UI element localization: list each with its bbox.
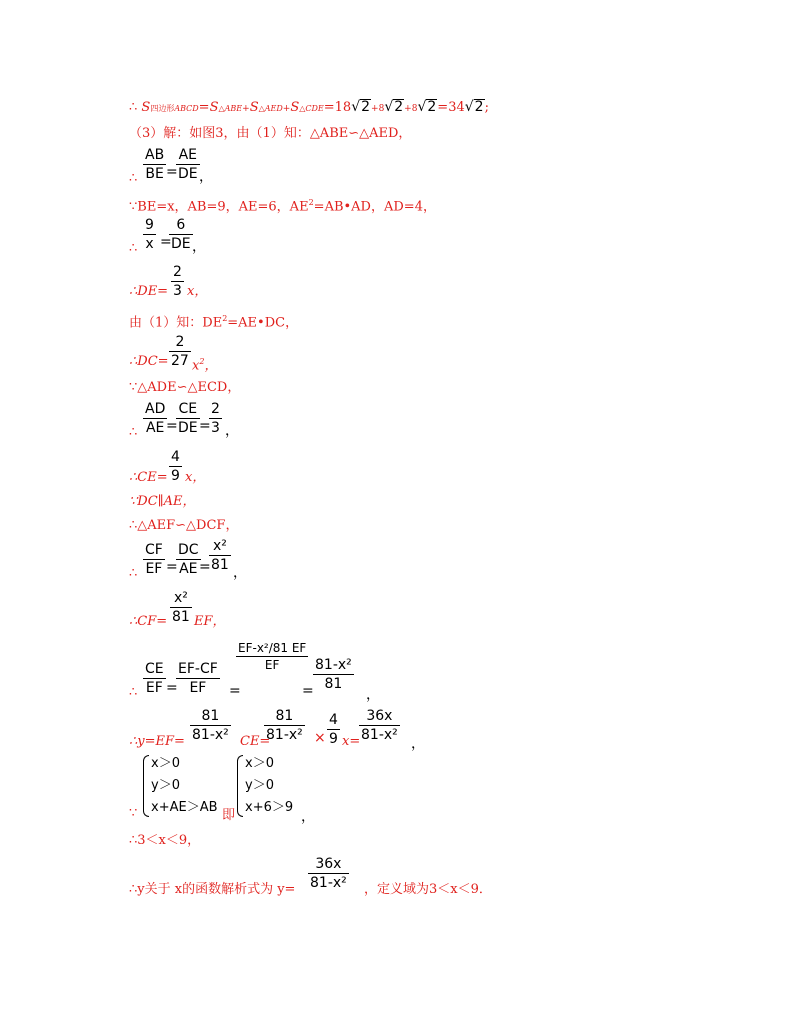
fraction-dc-ae bbox=[176, 542, 201, 577]
numerator: 36x bbox=[366, 708, 393, 724]
fraction-complex bbox=[236, 641, 308, 672]
numerator: DC bbox=[178, 542, 199, 558]
therefore-symbol: ∴ bbox=[129, 685, 138, 700]
de-eq: ∴DE= bbox=[129, 284, 169, 299]
equals-sign: = bbox=[302, 683, 314, 699]
numerator: 81 bbox=[201, 708, 220, 724]
line-given-values bbox=[129, 195, 436, 215]
x-suffix: x， bbox=[185, 470, 206, 485]
line-from-1 bbox=[129, 311, 298, 331]
numerator: 4 bbox=[171, 449, 180, 465]
comma: ， bbox=[366, 687, 380, 703]
numerator: x² bbox=[212, 538, 227, 554]
numerator: 2 bbox=[175, 334, 185, 350]
denominator: 3 bbox=[211, 420, 220, 436]
value-34: =34 bbox=[437, 100, 465, 115]
x-squared bbox=[192, 354, 217, 374]
radicand: 2 bbox=[474, 99, 484, 115]
s-symbol: S bbox=[249, 100, 259, 115]
numerator: CF bbox=[145, 542, 163, 558]
fraction-2-3 bbox=[171, 264, 184, 299]
denominator: 9 bbox=[329, 731, 338, 747]
therefore-symbol: ∴ bbox=[129, 241, 138, 256]
numerator: x² bbox=[173, 590, 188, 606]
times-sign: × bbox=[314, 730, 326, 746]
fraction-x2-81 bbox=[170, 590, 192, 625]
text: 由（1）知：DE bbox=[129, 315, 223, 331]
given-text-b: =AB•AD，AD=4， bbox=[313, 199, 436, 215]
comma: ， bbox=[204, 358, 218, 374]
sub-cde: △CDE bbox=[299, 104, 324, 113]
fraction-81-81x2 bbox=[264, 708, 305, 743]
cond: x＞0 bbox=[151, 756, 180, 771]
numerator: EF-x²/81 EF bbox=[238, 641, 307, 655]
comma: ， bbox=[411, 736, 425, 752]
because-symbol: ∵ bbox=[129, 806, 138, 821]
sub-aed: △AED bbox=[258, 104, 283, 113]
numerator: EF-CF bbox=[178, 661, 218, 677]
numerator: CE bbox=[178, 401, 198, 417]
s-symbol: S bbox=[290, 100, 300, 115]
dc-eq: ∴DC= bbox=[129, 354, 169, 369]
semicolon: ; bbox=[484, 100, 489, 115]
comma: ， bbox=[301, 809, 315, 825]
fraction-4-9 bbox=[169, 449, 182, 484]
comma: ， bbox=[192, 239, 206, 255]
line-area-sum bbox=[129, 99, 489, 117]
therefore-symbol: ∴ bbox=[129, 100, 138, 115]
y-eq: ∴y=EF= bbox=[129, 734, 185, 749]
ef-suffix: EF， bbox=[194, 614, 226, 629]
therefore-symbol: ∴ bbox=[129, 566, 138, 581]
sub-abcd: ABCD bbox=[174, 104, 199, 113]
denominator: 81 bbox=[313, 674, 354, 692]
line-similar: ∵△ADE∽△ECD， bbox=[129, 380, 241, 395]
cf-eq: ∴CF= bbox=[129, 614, 168, 629]
denominator: DE bbox=[171, 236, 191, 252]
denominator: DE bbox=[178, 166, 198, 182]
sub-quad: 四边形 bbox=[150, 104, 175, 113]
sqrt-icon: √ bbox=[464, 99, 474, 115]
denominator: AE bbox=[176, 559, 201, 577]
cond: x+AE＞AB bbox=[151, 800, 218, 815]
fraction-81-81x2 bbox=[190, 708, 231, 743]
comma: ， bbox=[225, 423, 239, 439]
system-right bbox=[237, 753, 293, 819]
plus: + bbox=[282, 104, 291, 114]
denominator: EF bbox=[236, 656, 308, 672]
denominator: EF bbox=[143, 678, 166, 696]
numerator: AD bbox=[145, 401, 166, 417]
denominator: x bbox=[143, 234, 156, 252]
fraction-36x-81x2 bbox=[359, 708, 400, 743]
line-conclusion: ∴y关于 x的函数解析式为 y= bbox=[129, 882, 296, 897]
denominator: 27 bbox=[171, 353, 189, 369]
equals-sign: = bbox=[166, 559, 178, 575]
cond: x+6＞9 bbox=[245, 800, 294, 815]
denominator: 9 bbox=[171, 468, 180, 484]
x-suffix: x， bbox=[187, 284, 208, 299]
equals-sign: = bbox=[199, 418, 211, 434]
fraction-ae-de bbox=[176, 147, 200, 182]
fraction-2-3 bbox=[209, 401, 222, 436]
superscript: 2 bbox=[199, 357, 205, 366]
denominator: 81-x² bbox=[192, 727, 229, 743]
sqrt-icon: √ bbox=[351, 99, 361, 115]
numerator: 36x bbox=[315, 856, 342, 872]
denominator: 81-x² bbox=[310, 875, 347, 891]
fraction-ce-de bbox=[176, 401, 200, 436]
equals-sign: = bbox=[229, 683, 241, 699]
fraction-x2-81 bbox=[209, 538, 231, 573]
ce-eq: ∴CE= bbox=[129, 470, 168, 485]
numerator: CE bbox=[145, 661, 164, 677]
line-parallel: ∵DC∥AE， bbox=[129, 494, 196, 509]
numerator: AE bbox=[178, 147, 198, 163]
fraction-36x-81x2 bbox=[308, 856, 349, 891]
denominator: EF bbox=[143, 559, 165, 577]
radicand: 2 bbox=[427, 99, 437, 115]
denominator: 3 bbox=[173, 283, 182, 299]
text-b: =AE•DC， bbox=[227, 315, 299, 331]
denominator: AE bbox=[143, 418, 167, 436]
radicand: 2 bbox=[394, 99, 404, 115]
value-18: =18 bbox=[323, 100, 352, 115]
equals-sign: = bbox=[199, 559, 211, 575]
s-symbol: S bbox=[141, 100, 151, 115]
therefore-symbol: ∴ bbox=[129, 425, 138, 440]
fraction-6-de bbox=[169, 217, 193, 252]
fraction-9-x bbox=[143, 217, 156, 252]
comma: ， bbox=[233, 565, 247, 581]
sqrt-icon: √ bbox=[384, 99, 394, 115]
plus-8: +8 bbox=[371, 104, 385, 114]
x: x bbox=[192, 358, 200, 374]
line-range: ∴3＜x＜9， bbox=[129, 833, 201, 848]
line-de bbox=[129, 284, 168, 300]
therefore-symbol: ∴ bbox=[129, 171, 138, 186]
radicand: 2 bbox=[361, 99, 371, 115]
denominator: 81 bbox=[172, 609, 190, 625]
numerator: 2 bbox=[211, 401, 220, 417]
fraction-ad-ae bbox=[143, 401, 167, 436]
fraction-81x2-81 bbox=[313, 657, 354, 692]
equals-sign: = bbox=[160, 234, 172, 250]
s-symbol: S bbox=[209, 100, 219, 115]
sub-abe: △ABE bbox=[218, 104, 243, 113]
superscript: 2 bbox=[222, 314, 228, 323]
numerator: 4 bbox=[329, 712, 338, 728]
denominator: EF bbox=[176, 678, 220, 696]
line-similar-2: ∴△AEF∽△DCF， bbox=[129, 518, 239, 533]
ji-label: 即 bbox=[222, 808, 236, 823]
plus-8: +8 bbox=[404, 104, 418, 114]
numerator: 2 bbox=[173, 264, 182, 280]
numerator: AB bbox=[145, 147, 165, 163]
denominator: 81 bbox=[211, 557, 229, 573]
denominator: DE bbox=[178, 420, 198, 436]
numerator: 81-x² bbox=[315, 657, 352, 673]
denominator: 81-x² bbox=[361, 727, 398, 743]
superscript: 2 bbox=[308, 198, 314, 207]
comma: ， bbox=[199, 169, 213, 185]
fraction-efcf-ef bbox=[176, 661, 220, 696]
cond: x＞0 bbox=[245, 756, 274, 771]
sqrt-icon: √ bbox=[417, 99, 427, 115]
given-text: ∵BE=x，AB=9，AE=6，AE bbox=[129, 199, 309, 215]
denominator: 81-x² bbox=[266, 727, 303, 743]
equals-sign: = bbox=[166, 680, 178, 696]
cond: y＞0 bbox=[151, 778, 180, 793]
denominator: BE bbox=[143, 164, 166, 182]
numerator: 81 bbox=[275, 708, 294, 724]
fraction-cf-ef bbox=[143, 542, 165, 577]
domain-text: ，定义域为3＜x＜9． bbox=[364, 882, 492, 897]
x-eq: x= bbox=[342, 734, 361, 749]
equals-sign: = bbox=[166, 164, 178, 180]
line-solution-3: （3）解：如图3，由（1）知：△ABE∽△AED， bbox=[129, 126, 412, 141]
eq: = bbox=[198, 100, 210, 115]
numerator: 9 bbox=[145, 217, 154, 233]
fraction-2-27 bbox=[169, 334, 191, 369]
fraction-ab-be bbox=[143, 147, 166, 182]
plus: + bbox=[242, 104, 250, 114]
system-left bbox=[143, 753, 218, 819]
numerator: 6 bbox=[176, 217, 186, 233]
fraction-4-9 bbox=[327, 712, 340, 747]
equals-sign: = bbox=[166, 418, 178, 434]
cond: y＞0 bbox=[245, 778, 274, 793]
fraction-ce-ef bbox=[143, 661, 166, 696]
ce-label: CE= bbox=[240, 734, 271, 749]
